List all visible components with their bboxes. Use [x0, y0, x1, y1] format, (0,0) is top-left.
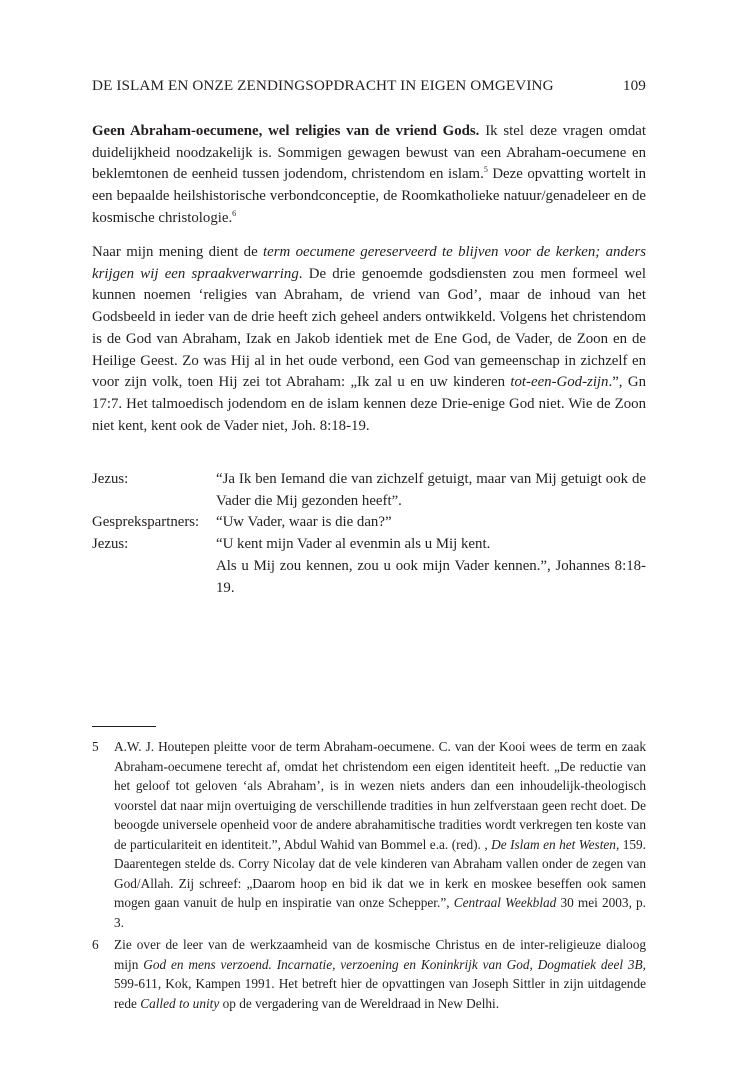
footnote-number: 5 [92, 739, 99, 754]
dialogue-block [92, 469, 646, 599]
paragraph-1 [92, 121, 646, 230]
footnote-text-part: 30 mei 2003, p. 3. [114, 895, 646, 930]
dialogue-row [92, 512, 646, 534]
dialogue-line: “Uw Vader, waar is die dan?” [216, 514, 392, 531]
dialogue-row [92, 556, 646, 599]
footnote-text-part: Zie over de leer van de werkzaamheid van de kosmische Christus en de inter-religieuze dialoog mijn [114, 937, 646, 972]
footnote-number: 6 [92, 937, 99, 952]
dialogue-speaker: Jezus: [92, 536, 129, 553]
dialogue-line: “U kent mijn Vader al evenmin als u Mij kent. [216, 536, 491, 553]
emphasis-text: tot-een-God-zijn [510, 374, 609, 391]
dialogue-line: Als u Mij zou kennen, zou u ook mijn Vader kennen.”, Johannes 8:18-19. [216, 557, 646, 596]
dialogue-row [92, 534, 646, 556]
paragraph-heading: Geen Abraham-oecumene, wel religies van de vriend Gods. [92, 123, 480, 139]
citation-title: Called to unity [140, 995, 220, 1011]
dialogue-line: “Ja Ik ben Iemand die van zichzelf getuigt, maar van Mij getuigt ook de Vader die Mij gezonden heeft”. [216, 471, 646, 509]
emphasis-text: term oecumene gereserveerd te blijven voor de kerken; anders krijgen wij een spraakverwarring [92, 244, 646, 282]
paragraph-text: Deze opvatting wortelt in een bepaalde heilshistorische verbondconceptie, de Roomkatholieke natuur/genadeleer en de kosmische christologie. [92, 166, 646, 226]
dialogue-speaker: Gesprekspartners: [92, 514, 200, 531]
dialogue-row [92, 469, 646, 512]
footnote-5 [92, 737, 646, 932]
footnote-divider [92, 726, 156, 727]
page-number: 109 [622, 77, 646, 94]
footnote-text-part: op de vergadering van de Wereldraad in New Delhi. [219, 995, 500, 1011]
paragraph-text: Naar mijn mening dient de [92, 244, 264, 260]
footnote-text [114, 935, 646, 1013]
citation-title: De Islam en het Westen, [491, 836, 620, 852]
paragraph-2 [92, 242, 646, 437]
paragraph-text: . De drie genoemde godsdiensten zou men formeel wel kunnen noemen ‘religies van Abraham, de vriend van God’, maar de inhoud van het Godsbeeld in ieder van de drie heeft zich geheel anders ontwikkeld. Volgens het christendom is de God van Abraham, Izak en Jakob identiek met de Ene God, de Vader, de Zoon en de Heilige Geest. Zo was Hij al in het oude verbond, een God van gemeenschap in zichzelf en voor zijn volk, toen Hij zei tot Abraham: „Ik zal u en uw kinderen [92, 265, 646, 391]
running-title: DE ISLAM EN ONZE ZENDINGSOPDRACHT IN EIGEN OMGEVING [92, 77, 554, 94]
paragraph-text: .”, Gn 17:7. Het talmoedisch jodendom en de islam kennen deze Drie-enige God niet. Wie de Zoon niet kent, kent ook de Vader niet, Joh. 8:18-19. [92, 374, 646, 434]
running-header [92, 77, 646, 99]
footnotes [92, 737, 646, 1016]
footnote-text-part: A.W. J. Houtepen pleitte voor de term Abraham-oecumene. C. van der Kooi wees de term en zaak Abraham-oecumene terecht af, omdat het christendom een eigen identiteit heeft. „De reductie van het geloof tot geloven ‘als Abraham’, is in wezen niets anders dan een inhoudelijk-theologisch voorstel dat naar mijn overtuiging de verschillende tradities in hun zelfverstaan geen recht doet. De beoogde universele openheid voor de andere abrahamitische tradities wordt verkregen ten koste van de particulariteit en identiteit.”, Abdul Wahid van Bommel e.a. (red). , [114, 739, 646, 852]
footnote-6 [92, 935, 646, 1013]
footnote-text [114, 737, 646, 932]
footnote-ref-6[interactable]: 6 [232, 208, 237, 218]
footnote-text-part: 599-611, Kok, Kampen 1991. Het betreft hier de opvattingen van Joseph Sittler in zijn uitdagende rede [114, 976, 646, 1011]
citation-title: God en mens verzoend. Incarnatie, verzoening en Koninkrijk van God, Dogmatiek deel 3B, [143, 956, 646, 972]
dialogue-speaker: Jezus: [92, 471, 129, 487]
paragraph-text: Ik stel deze vragen omdat duidelijkheid noodzakelijk is. Sommigen gewagen bewust van een Abraham-oecumene en beklemtonen de eenheid tussen jodendom, christendom en islam. [92, 123, 646, 183]
citation-title: Centraal Weekblad [453, 895, 557, 910]
footnote-ref-5[interactable]: 5 [483, 165, 488, 175]
footnote-text-part: 159. Daarentegen stelde ds. Corry Nicolay dat de vele kinderen van Abraham vallen onder de zegen van God/Allah. Zij schreef: „Daarom hoop en bid ik dat we in kerk en moskee beseffen ook samen mogen gaan vanuit de hulp en inspiratie van onze Schepper.”, [114, 836, 647, 910]
